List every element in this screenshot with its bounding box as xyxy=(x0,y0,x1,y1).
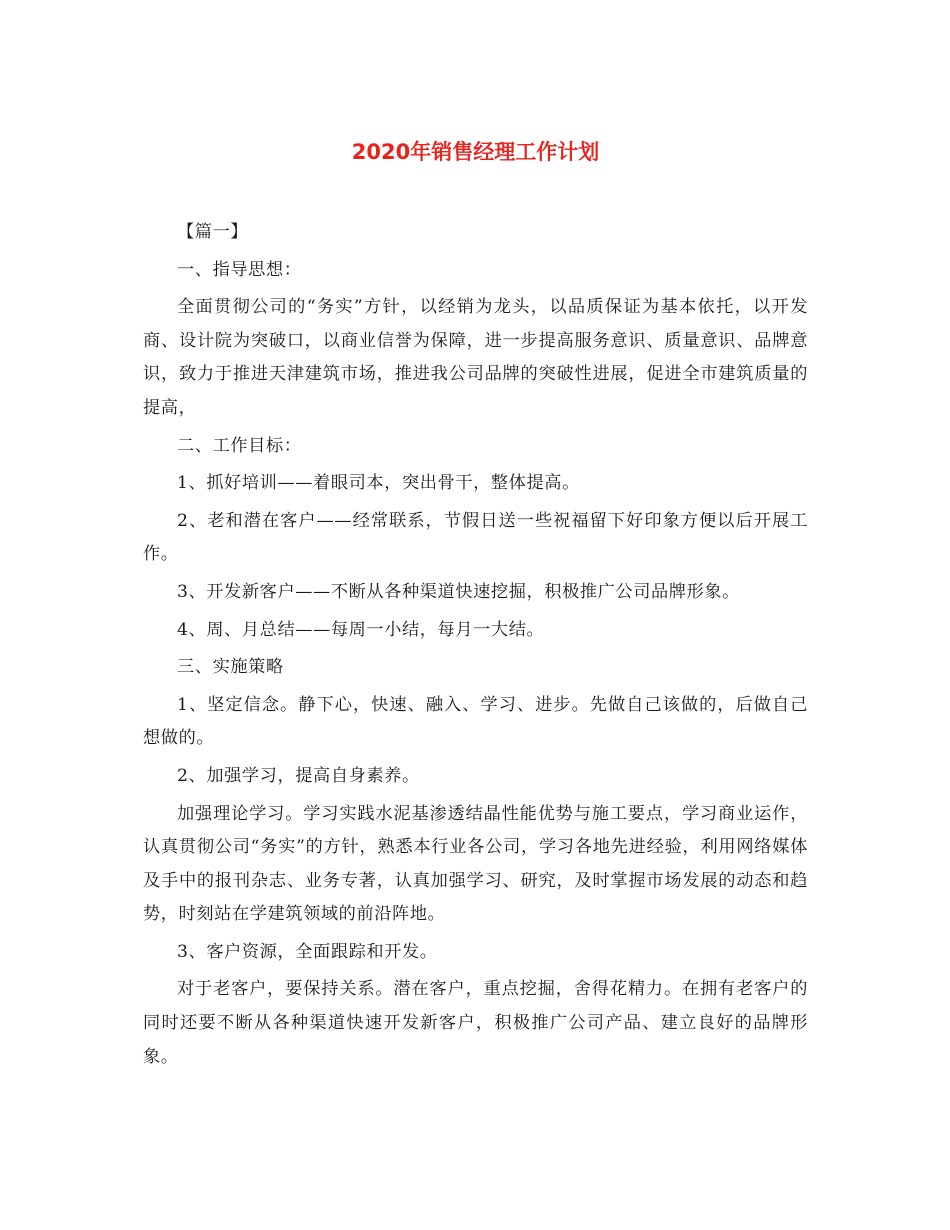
strategy-item-client-resources: 3、客户资源，全面跟踪和开发。 xyxy=(177,941,438,962)
goal-item-training: 1、抓好培训——着眼司本，突出骨干，整体提高。 xyxy=(177,473,580,494)
paragraph-guiding-ideology: 全面贯彻公司的“务实”方针，以经销为龙头，以品质保证为基本依托，以开发商、设计院为突破口，以商业信誉为保障，进一步提高服务意识、质量意识、品牌意识，致力于推进天津建筑市场，推进我公司品牌的突破性进展，促进全市建筑质量的提高， xyxy=(143,297,808,418)
goal-item-existing-clients: 2、老和潜在客户——经常联系，节假日送一些祝福留下好印象方便以后开展工作。 xyxy=(143,510,808,565)
section-heading-guiding-ideology: 一、指导思想： xyxy=(177,259,302,280)
paragraph-theory-learning: 加强理论学习。学习实践水泥基渗透结晶性能优势与施工要点，学习商业运作，认真贯彻公司“务实”的方针，熟悉本行业各公司，学习各地先进经验，利用网络媒体及手中的报刊杂志、业务专著，认真加强学习、研究，及时掌握市场发展的动态和趋势，时刻站在学建筑领域的前沿阵地。 xyxy=(143,803,808,925)
strategy-item-belief: 1、坚定信念。静下心，快速、融入、学习、进步。先做自己该做的，后做自己想做的。 xyxy=(143,694,808,749)
goal-item-new-clients: 3、开发新客户——不断从各种渠道快速挖掘，积极推广公司品牌形象。 xyxy=(177,581,740,602)
document-body xyxy=(143,216,808,1078)
section-heading-work-goals: 二、工作目标： xyxy=(177,435,302,456)
document-title: 2020年销售经理工作计划 xyxy=(351,140,600,164)
goal-item-summaries: 4、周、月总结——每周一小结，每月一大结。 xyxy=(177,619,545,640)
section-heading-strategy: 三、实施策略 xyxy=(177,657,284,678)
section-heading-part-one: 【篇一】 xyxy=(177,222,249,242)
strategy-item-learning: 2、加强学习，提高自身素养。 xyxy=(177,765,420,786)
paragraph-client-development: 对于老客户，要保持关系。潜在客户，重点挖掘，舍得花精力。在拥有老客户的同时还要不断从各种渠道快速开发新客户，积极推广公司产品、建立良好的品牌形象。 xyxy=(143,979,808,1067)
